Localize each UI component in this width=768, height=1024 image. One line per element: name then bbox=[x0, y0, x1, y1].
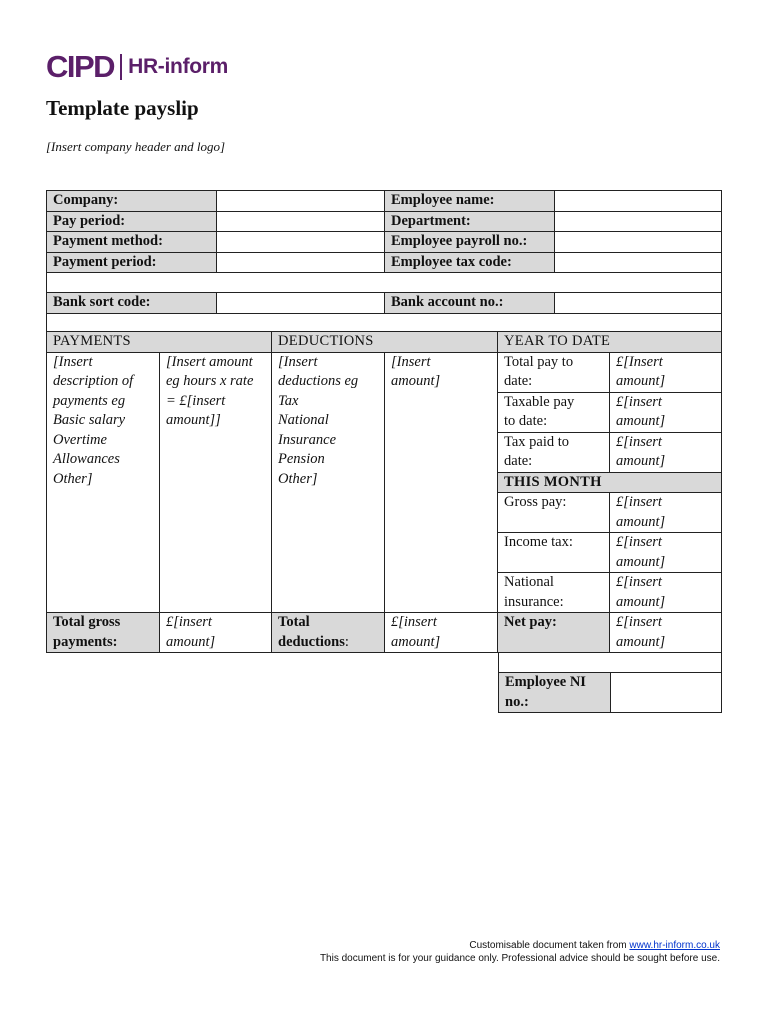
net-pay-label: Net pay: bbox=[498, 613, 610, 653]
employee-ni-field[interactable] bbox=[611, 673, 722, 713]
page-title: Template payslip bbox=[46, 96, 199, 120]
payments-description[interactable]: [Insert description of payments eg Basic salary Overtime Allowances Other] bbox=[47, 352, 160, 613]
payment-period-field[interactable] bbox=[217, 252, 385, 273]
pay-period-label: Pay period: bbox=[47, 211, 217, 232]
footer-disclaimer: This document is for your guidance only. Professional advice should be sought before use. bbox=[319, 953, 720, 964]
ytd-total-pay-label: Total pay to date: bbox=[498, 352, 610, 392]
table-row bbox=[47, 232, 722, 253]
employee-payroll-no-label: Employee payroll no.: bbox=[385, 232, 555, 253]
this-month-header: THIS MONTH bbox=[498, 472, 722, 493]
payment-method-label: Payment method: bbox=[47, 232, 217, 253]
gross-pay-value[interactable]: £[insert amount] bbox=[610, 493, 722, 533]
table-row bbox=[47, 252, 722, 273]
pay-period-field[interactable] bbox=[217, 211, 385, 232]
employee-tax-code-label: Employee tax code: bbox=[385, 252, 555, 273]
total-deductions-label: Total deductions: bbox=[272, 613, 385, 653]
table-row bbox=[499, 673, 722, 713]
ytd-taxable-pay-value[interactable]: £[insert amount] bbox=[610, 392, 722, 432]
table-row bbox=[47, 613, 722, 653]
payments-amount[interactable]: [Insert amount eg hours x rate = £[insert amount]] bbox=[160, 352, 272, 613]
total-gross-payments-value[interactable]: £[insert amount] bbox=[160, 613, 272, 653]
deductions-amount[interactable]: [Insert amount] bbox=[385, 352, 498, 613]
total-deductions-value[interactable]: £[insert amount] bbox=[385, 613, 498, 653]
table-row bbox=[47, 191, 722, 212]
spacer-row bbox=[47, 273, 722, 293]
employee-ni-label: Employee NI no.: bbox=[499, 673, 611, 713]
payments-table bbox=[46, 331, 722, 653]
table-row bbox=[47, 313, 722, 333]
employee-payroll-no-field[interactable] bbox=[555, 232, 722, 253]
logo-brand: CIPD bbox=[46, 49, 115, 84]
year-to-date-header: YEAR TO DATE bbox=[498, 332, 722, 353]
company-field[interactable] bbox=[217, 191, 385, 212]
bank-account-no-field[interactable] bbox=[555, 293, 722, 314]
payment-method-field[interactable] bbox=[217, 232, 385, 253]
bank-account-no-label: Bank account no.: bbox=[385, 293, 555, 314]
national-insurance-value[interactable]: £[insert amount] bbox=[610, 573, 722, 613]
table-row bbox=[499, 653, 722, 673]
income-tax-value[interactable]: £[insert amount] bbox=[610, 533, 722, 573]
table-row bbox=[47, 273, 722, 293]
table-row bbox=[47, 352, 722, 392]
department-field[interactable] bbox=[555, 211, 722, 232]
footer-source-line: Customisable document taken from www.hr-inform.co.uk bbox=[469, 940, 720, 951]
national-insurance-label: National insurance: bbox=[498, 573, 610, 613]
gross-pay-label: Gross pay: bbox=[498, 493, 610, 533]
payment-period-label: Payment period: bbox=[47, 252, 217, 273]
logo-separator bbox=[120, 54, 122, 80]
spacer-row bbox=[499, 653, 722, 673]
ytd-tax-paid-value[interactable]: £[insert amount] bbox=[610, 432, 722, 472]
ytd-tax-paid-label: Tax paid to date: bbox=[498, 432, 610, 472]
cipd-hr-inform-logo bbox=[46, 49, 229, 84]
table-row bbox=[47, 293, 722, 314]
company-header-placeholder: [Insert company header and logo] bbox=[46, 139, 226, 154]
spacer-row bbox=[47, 313, 722, 333]
net-pay-value[interactable]: £[insert amount] bbox=[610, 613, 722, 653]
ytd-taxable-pay-label: Taxable pay to date: bbox=[498, 392, 610, 432]
deductions-header: DEDUCTIONS bbox=[272, 332, 498, 353]
employee-details-table bbox=[46, 190, 722, 334]
table-row bbox=[47, 211, 722, 232]
footer bbox=[320, 939, 720, 965]
logo-product: HR-inform bbox=[128, 55, 229, 78]
table-row bbox=[47, 332, 722, 353]
total-gross-payments-label: Total gross payments: bbox=[47, 613, 160, 653]
employee-ni-table bbox=[498, 652, 722, 713]
employee-name-label: Employee name: bbox=[385, 191, 555, 212]
hr-inform-link[interactable]: www.hr-inform.co.uk bbox=[629, 940, 720, 951]
bank-sort-code-label: Bank sort code: bbox=[47, 293, 217, 314]
income-tax-label: Income tax: bbox=[498, 533, 610, 573]
bank-sort-code-field[interactable] bbox=[217, 293, 385, 314]
employee-tax-code-field[interactable] bbox=[555, 252, 722, 273]
deductions-description[interactable]: [Insert deductions eg Tax National Insurance Pension Other] bbox=[272, 352, 385, 613]
department-label: Department: bbox=[385, 211, 555, 232]
ytd-total-pay-value[interactable]: £[Insert amount] bbox=[610, 352, 722, 392]
payments-header: PAYMENTS bbox=[47, 332, 272, 353]
company-label: Company: bbox=[47, 191, 217, 212]
employee-name-field[interactable] bbox=[555, 191, 722, 212]
